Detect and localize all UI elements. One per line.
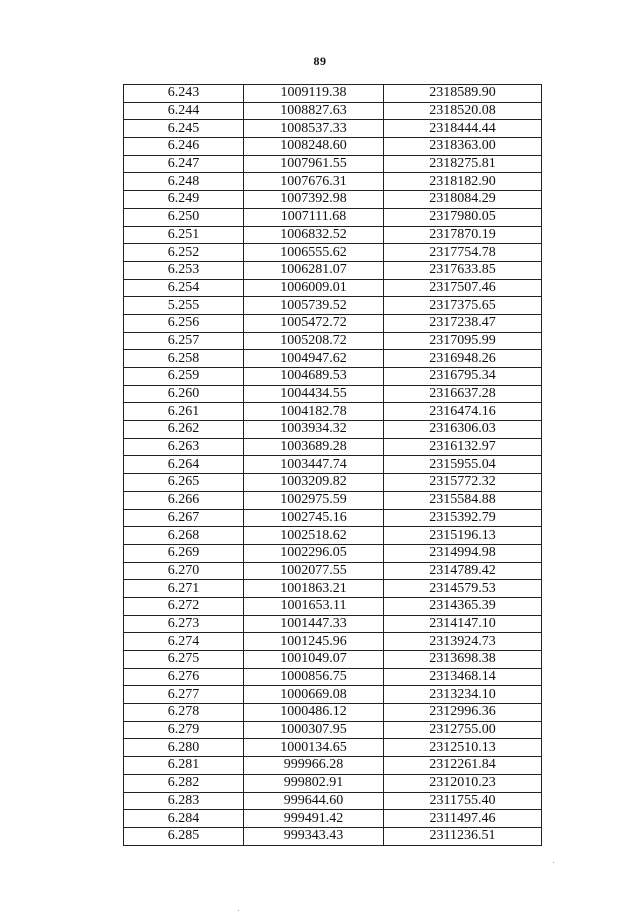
table-row: [124, 757, 542, 775]
table-row: [124, 120, 542, 138]
northing-cell: 2311497.46: [384, 810, 542, 828]
point-id-cell: 6.271: [124, 580, 244, 598]
table-row: [124, 633, 542, 651]
easting-cell: 999966.28: [244, 757, 384, 775]
easting-cell: 1003689.28: [244, 438, 384, 456]
easting-cell: 1003934.32: [244, 421, 384, 439]
table-row: [124, 173, 542, 191]
table-row: [124, 244, 542, 262]
point-id-cell: 6.244: [124, 102, 244, 120]
point-id-cell: 6.261: [124, 403, 244, 421]
northing-cell: 2317375.65: [384, 297, 542, 315]
point-id-cell: 6.251: [124, 226, 244, 244]
northing-cell: 2314789.42: [384, 562, 542, 580]
point-id-cell: 6.274: [124, 633, 244, 651]
northing-cell: 2318275.81: [384, 155, 542, 173]
coordinates-table: [123, 84, 542, 846]
table-row: [124, 102, 542, 120]
table-row: [124, 774, 542, 792]
easting-cell: 1006009.01: [244, 279, 384, 297]
table-row: [124, 491, 542, 509]
table-row: [124, 314, 542, 332]
easting-cell: 1000669.08: [244, 686, 384, 704]
table-row: [124, 297, 542, 315]
northing-cell: 2318589.90: [384, 85, 542, 103]
table-row: [124, 615, 542, 633]
northing-cell: 2313698.38: [384, 651, 542, 669]
table-row: [124, 191, 542, 209]
table-row: [124, 810, 542, 828]
easting-cell: 1001049.07: [244, 651, 384, 669]
northing-cell: 2311236.51: [384, 827, 542, 845]
point-id-cell: 6.254: [124, 279, 244, 297]
point-id-cell: 6.248: [124, 173, 244, 191]
northing-cell: 2312755.00: [384, 721, 542, 739]
table-row: [124, 562, 542, 580]
table-row: [124, 827, 542, 845]
scan-speck: [553, 862, 554, 863]
northing-cell: 2316637.28: [384, 385, 542, 403]
easting-cell: 999802.91: [244, 774, 384, 792]
point-id-cell: 6.245: [124, 120, 244, 138]
easting-cell: 1004947.62: [244, 350, 384, 368]
northing-cell: 2313234.10: [384, 686, 542, 704]
northing-cell: 2316132.97: [384, 438, 542, 456]
northing-cell: 2315772.32: [384, 474, 542, 492]
table-row: [124, 668, 542, 686]
easting-cell: 1007961.55: [244, 155, 384, 173]
table-row: [124, 155, 542, 173]
point-id-cell: 6.283: [124, 792, 244, 810]
point-id-cell: 6.280: [124, 739, 244, 757]
easting-cell: 1003447.74: [244, 456, 384, 474]
easting-cell: 1001653.11: [244, 597, 384, 615]
table-row: [124, 261, 542, 279]
point-id-cell: 6.256: [124, 314, 244, 332]
northing-cell: 2316948.26: [384, 350, 542, 368]
easting-cell: 1005472.72: [244, 314, 384, 332]
northing-cell: 2316306.03: [384, 421, 542, 439]
northing-cell: 2317633.85: [384, 261, 542, 279]
easting-cell: 1008537.33: [244, 120, 384, 138]
easting-cell: 999343.43: [244, 827, 384, 845]
table-row: [124, 138, 542, 156]
northing-cell: 2318363.00: [384, 138, 542, 156]
easting-cell: 1008248.60: [244, 138, 384, 156]
northing-cell: 2315584.88: [384, 491, 542, 509]
easting-cell: 1006281.07: [244, 261, 384, 279]
easting-cell: 1007676.31: [244, 173, 384, 191]
northing-cell: 2312010.23: [384, 774, 542, 792]
point-id-cell: 6.263: [124, 438, 244, 456]
northing-cell: 2315392.79: [384, 509, 542, 527]
easting-cell: 1004434.55: [244, 385, 384, 403]
easting-cell: 1001447.33: [244, 615, 384, 633]
point-id-cell: 6.246: [124, 138, 244, 156]
northing-cell: 2318520.08: [384, 102, 542, 120]
point-id-cell: 6.272: [124, 597, 244, 615]
easting-cell: 1000307.95: [244, 721, 384, 739]
easting-cell: 1009119.38: [244, 85, 384, 103]
table-row: [124, 438, 542, 456]
point-id-cell: 6.279: [124, 721, 244, 739]
point-id-cell: 6.284: [124, 810, 244, 828]
point-id-cell: 6.257: [124, 332, 244, 350]
northing-cell: 2316474.16: [384, 403, 542, 421]
table-row: [124, 792, 542, 810]
point-id-cell: 6.278: [124, 704, 244, 722]
easting-cell: 1002975.59: [244, 491, 384, 509]
table-row: [124, 226, 542, 244]
table-row: [124, 85, 542, 103]
table-row: [124, 474, 542, 492]
easting-cell: 1002296.05: [244, 544, 384, 562]
easting-cell: 1000134.65: [244, 739, 384, 757]
point-id-cell: 5.255: [124, 297, 244, 315]
point-id-cell: 6.243: [124, 85, 244, 103]
table-row: [124, 509, 542, 527]
point-id-cell: 6.264: [124, 456, 244, 474]
northing-cell: 2317980.05: [384, 208, 542, 226]
easting-cell: 999491.42: [244, 810, 384, 828]
table-row: [124, 421, 542, 439]
northing-cell: 2318084.29: [384, 191, 542, 209]
point-id-cell: 6.268: [124, 527, 244, 545]
northing-cell: 2315196.13: [384, 527, 542, 545]
point-id-cell: 6.285: [124, 827, 244, 845]
point-id-cell: 6.266: [124, 491, 244, 509]
northing-cell: 2317238.47: [384, 314, 542, 332]
northing-cell: 2312261.84: [384, 757, 542, 775]
easting-cell: 1002518.62: [244, 527, 384, 545]
point-id-cell: 6.249: [124, 191, 244, 209]
point-id-cell: 6.262: [124, 421, 244, 439]
coordinates-table-body: [124, 85, 542, 846]
easting-cell: 1003209.82: [244, 474, 384, 492]
table-row: [124, 385, 542, 403]
easting-cell: 1001245.96: [244, 633, 384, 651]
northing-cell: 2317754.78: [384, 244, 542, 262]
table-row: [124, 651, 542, 669]
easting-cell: 1007392.98: [244, 191, 384, 209]
table-row: [124, 597, 542, 615]
point-id-cell: 6.247: [124, 155, 244, 173]
easting-cell: 1004182.78: [244, 403, 384, 421]
table-row: [124, 739, 542, 757]
point-id-cell: 6.282: [124, 774, 244, 792]
northing-cell: 2317095.99: [384, 332, 542, 350]
easting-cell: 1001863.21: [244, 580, 384, 598]
table-row: [124, 279, 542, 297]
table-row: [124, 332, 542, 350]
point-id-cell: 6.277: [124, 686, 244, 704]
point-id-cell: 6.275: [124, 651, 244, 669]
point-id-cell: 6.281: [124, 757, 244, 775]
point-id-cell: 6.267: [124, 509, 244, 527]
easting-cell: 1002077.55: [244, 562, 384, 580]
point-id-cell: 6.276: [124, 668, 244, 686]
table-row: [124, 580, 542, 598]
table-row: [124, 208, 542, 226]
easting-cell: 1000856.75: [244, 668, 384, 686]
table-row: [124, 350, 542, 368]
point-id-cell: 6.269: [124, 544, 244, 562]
easting-cell: 1005208.72: [244, 332, 384, 350]
easting-cell: 1007111.68: [244, 208, 384, 226]
point-id-cell: 6.260: [124, 385, 244, 403]
point-id-cell: 6.258: [124, 350, 244, 368]
northing-cell: 2315955.04: [384, 456, 542, 474]
easting-cell: 1002745.16: [244, 509, 384, 527]
northing-cell: 2312996.36: [384, 704, 542, 722]
easting-cell: 1000486.12: [244, 704, 384, 722]
table-row: [124, 544, 542, 562]
easting-cell: 1006832.52: [244, 226, 384, 244]
northing-cell: 2314147.10: [384, 615, 542, 633]
northing-cell: 2313468.14: [384, 668, 542, 686]
northing-cell: 2314365.39: [384, 597, 542, 615]
easting-cell: 1005739.52: [244, 297, 384, 315]
table-row: [124, 403, 542, 421]
scan-speck: [238, 910, 239, 911]
northing-cell: 2313924.73: [384, 633, 542, 651]
point-id-cell: 6.250: [124, 208, 244, 226]
northing-cell: 2317507.46: [384, 279, 542, 297]
table-row: [124, 456, 542, 474]
northing-cell: 2311755.40: [384, 792, 542, 810]
table-row: [124, 704, 542, 722]
northing-cell: 2314579.53: [384, 580, 542, 598]
table-row: [124, 368, 542, 386]
northing-cell: 2318444.44: [384, 120, 542, 138]
page-number: 89: [313, 54, 327, 68]
northing-cell: 2317870.19: [384, 226, 542, 244]
point-id-cell: 6.253: [124, 261, 244, 279]
point-id-cell: 6.270: [124, 562, 244, 580]
point-id-cell: 6.259: [124, 368, 244, 386]
point-id-cell: 6.273: [124, 615, 244, 633]
table-row: [124, 527, 542, 545]
northing-cell: 2312510.13: [384, 739, 542, 757]
northing-cell: 2316795.34: [384, 368, 542, 386]
northing-cell: 2314994.98: [384, 544, 542, 562]
easting-cell: 1008827.63: [244, 102, 384, 120]
easting-cell: 1004689.53: [244, 368, 384, 386]
point-id-cell: 6.252: [124, 244, 244, 262]
point-id-cell: 6.265: [124, 474, 244, 492]
table-row: [124, 721, 542, 739]
northing-cell: 2318182.90: [384, 173, 542, 191]
easting-cell: 999644.60: [244, 792, 384, 810]
table-row: [124, 686, 542, 704]
easting-cell: 1006555.62: [244, 244, 384, 262]
